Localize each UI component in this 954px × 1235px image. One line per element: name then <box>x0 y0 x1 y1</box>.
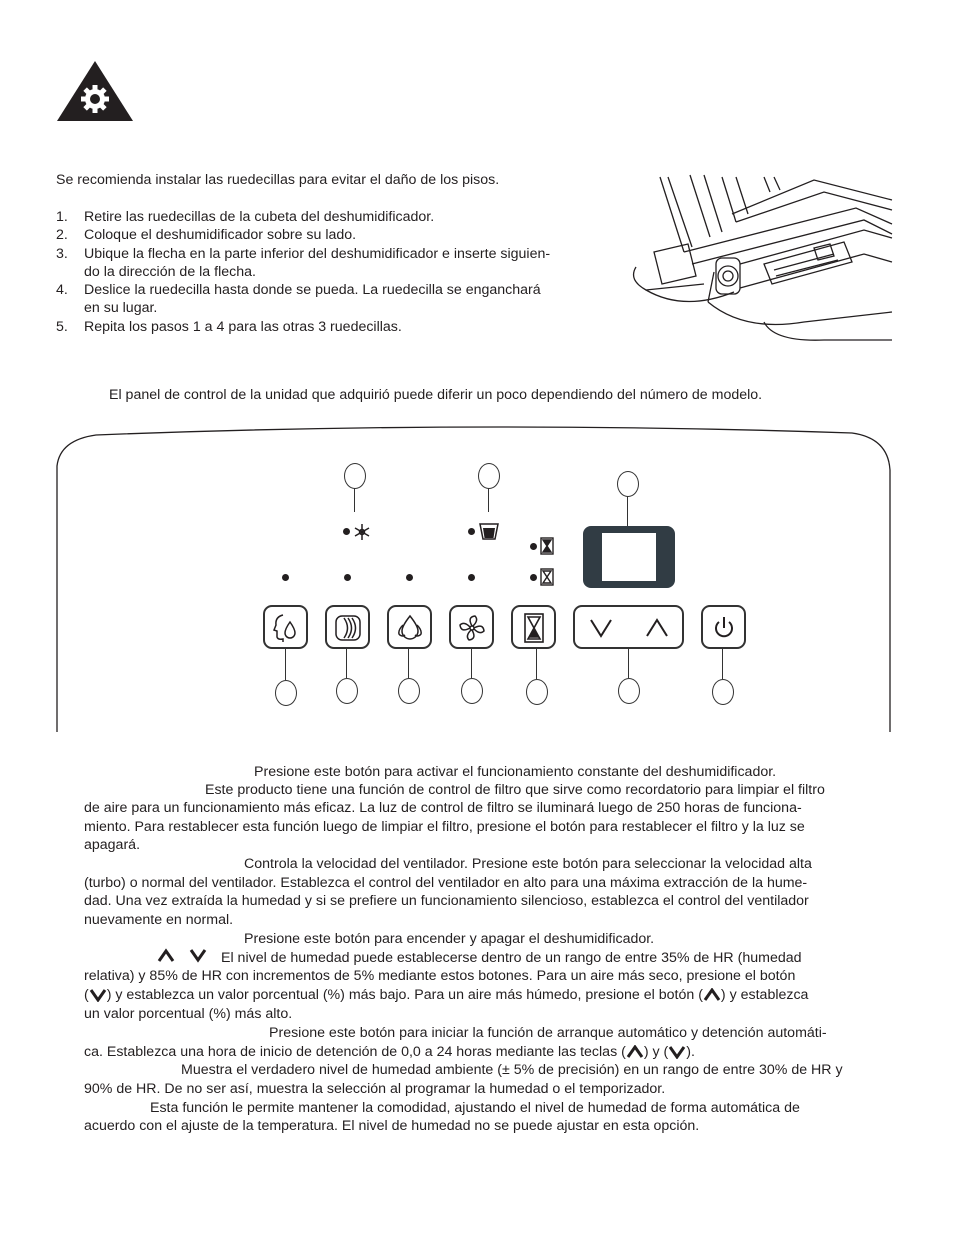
indicator-led <box>282 574 289 581</box>
callout-continuous <box>275 680 297 706</box>
hourglass-on-icon <box>540 537 554 555</box>
desc-fan-line: Controla la velocidad del ventilador. Presione este botón para seleccionar la velocidad alta <box>244 856 812 872</box>
desc-continuous: Presione este botón para activar el funcionamiento constante del deshumidificador. <box>254 764 777 780</box>
bucket-full-icon <box>478 522 500 540</box>
desc-timer-line: ca. Establezca una hora de inicio de detención de 0,0 a 24 horas mediante las teclas ( ) y ( ). <box>84 1044 695 1060</box>
chevron-down-icon <box>89 988 107 1002</box>
chevron-down-up-icons <box>589 617 671 639</box>
desc-filter-line: Este producto tiene una función de control de filtro que sirve como recordatorio para limpiar el filtro <box>205 782 825 798</box>
callout-display <box>617 471 639 497</box>
power-icon <box>712 615 736 641</box>
desc-timer-line: Presione este botón para iniciar la función de arranque automático y detención automáti- <box>269 1025 827 1041</box>
snowflake-icon <box>353 523 371 541</box>
desc-fan-line: nuevamente en normal. <box>84 912 234 928</box>
panel-note: El panel de control de la unidad que adquirió puede diferir un poco dependiendo del número de modelo. <box>109 387 763 403</box>
fan-icon <box>457 613 487 643</box>
callout-fan <box>461 678 483 704</box>
desc-fan-line: (turbo) o normal del ventilador. Establezca el control del ventilador en alto para una máxima extracción de la hume- <box>84 875 808 891</box>
indicator-led <box>344 574 351 581</box>
desc-humidity-line: relativa) y 85% de HR con incrementos de 5% mediante estos botones. Para un aire más seco, presione el botón <box>84 968 796 984</box>
list-item: 1. Retire las ruedecillas de la cubeta del deshumidificador. <box>56 209 435 225</box>
indicator-led <box>343 528 350 535</box>
indicator-led <box>406 574 413 581</box>
callout-filter <box>336 678 358 704</box>
filter-icon <box>333 613 363 643</box>
indicator-led <box>530 574 537 581</box>
mode-button[interactable] <box>387 605 432 649</box>
filter-button[interactable] <box>325 605 370 649</box>
list-item: 4. Deslice la ruedecilla hasta donde se pueda. La ruedecilla se enganchará en su lugar. <box>56 282 541 317</box>
callout-up-down <box>618 678 640 704</box>
indicator-led <box>468 528 475 535</box>
casters-intro: Se recomienda instalar las ruedecillas para evitar el daño de los pisos. <box>56 172 500 188</box>
gear-warning-icon <box>56 60 134 122</box>
chevron-up-icon <box>703 988 721 1002</box>
desc-display-line: 90% de HR. De no ser así, muestra la selección al programar la humedad o el temporizador. <box>84 1081 666 1097</box>
chevron-up-icon <box>626 1045 644 1059</box>
callout-bucket-indicator <box>478 463 500 489</box>
callout-timer <box>526 679 548 705</box>
casters-steps <box>56 208 616 336</box>
up-down-buttons[interactable] <box>573 605 684 649</box>
desc-comfort-line: acuerdo con el ajuste de la temperatura. El nivel de humedad no se puede ajustar en esta opción. <box>84 1118 700 1134</box>
desc-filter-line: miento. Para restablecer esta función luego de limpiar el filtro, presione el botón para restablecer el filtro y la luz se <box>84 819 805 835</box>
indicator-led <box>468 574 475 581</box>
comfort-drops-icon <box>395 613 425 643</box>
desc-display-line: Muestra el verdadero nivel de humedad ambiente (± 5% de precisión) en un rango de entre 30% de HR y <box>181 1062 843 1078</box>
desc-fan-line: dad. Una vez extraída la humedad y si se prefiere un funcionamiento silencioso, establezca el control del ventilador <box>84 893 809 909</box>
chevron-up-down-icons <box>157 947 211 963</box>
desc-filter-line: apagará. <box>84 837 141 853</box>
desc-comfort-line: Esta función le permite mantener la comodidad, ajustando el nivel de humedad de forma automática de <box>150 1100 800 1116</box>
desc-filter-line: de aire para un funcionamiento más eficaz. La luz de control de filtro se iluminará luego de 250 horas de funciona- <box>84 800 802 816</box>
desc-power: Presione este botón para encender y apagar el deshumidificador. <box>244 931 655 947</box>
continuous-drop-icon <box>271 613 301 643</box>
list-item: 5. Repita los pasos 1 a 4 para las otras 3 ruedecillas. <box>56 318 402 335</box>
desc-humidity-line: ( ) y establezca un valor porcentual (%) más bajo. Para un aire más húmedo, presione el botón ( ) y establezca <box>84 987 809 1003</box>
timer-button[interactable] <box>511 605 556 649</box>
desc-humidity-line: un valor porcentual (%) más alto. <box>84 1006 293 1022</box>
continuous-button[interactable] <box>263 605 308 649</box>
hourglass-icon <box>523 612 545 644</box>
callout-power <box>712 679 734 705</box>
caster-illustration <box>624 172 894 344</box>
fan-button[interactable] <box>449 605 494 649</box>
callout-continuous-indicator <box>344 463 366 489</box>
power-button[interactable] <box>701 605 746 649</box>
chevron-down-icon <box>668 1045 686 1059</box>
humidity-display <box>583 526 675 588</box>
list-item: 3. Ubique la flecha en la parte inferior del deshumidificador e inserte siguien- do la dirección de la flecha. <box>56 245 551 280</box>
list-item: 2. Coloque el deshumidificador sobre su lado. <box>56 227 357 244</box>
indicator-led <box>530 543 537 550</box>
callout-mode <box>398 678 420 704</box>
hourglass-off-icon <box>540 568 554 586</box>
desc-humidity-line: El nivel de humedad puede establecerse dentro de un rango de entre 35% de HR (humedad <box>221 950 802 966</box>
